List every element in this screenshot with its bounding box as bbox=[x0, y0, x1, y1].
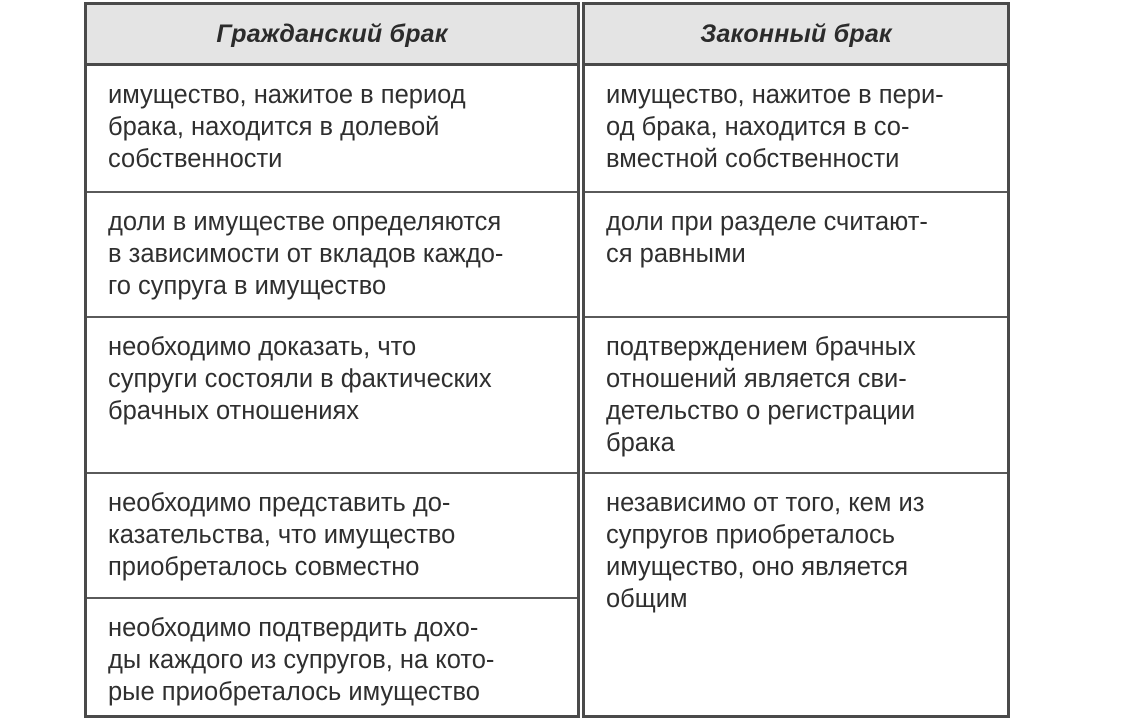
legal-marriage-header: Законный брак bbox=[585, 5, 1007, 66]
legal-cell-certificate: подтверждением брачных отношений является сви- детельство о регистрации брака bbox=[585, 316, 1007, 472]
civil-cell-income: необходимо подтвердить дохо- ды каждого из супругов, на кото- рые приобреталось имущество bbox=[87, 597, 577, 718]
civil-marriage-header: Гражданский брак bbox=[87, 5, 577, 66]
legal-cell-shares: доли при разделе считают- ся равными bbox=[585, 191, 1007, 316]
civil-cell-property: имущество, нажитое в период брака, находится в долевой собственности bbox=[108, 81, 466, 173]
civil-cell-proof-relations: необходимо доказать, что супруги состояли в фактических брачных отношениях bbox=[87, 316, 577, 472]
legal-cell-property: имущество, нажитое в пери- од брака, находится в со- вместной собственности bbox=[606, 81, 944, 173]
civil-cell-shares: доли в имуществе определяются в зависимости от вкладов каждо- го супруга в имущество bbox=[87, 191, 577, 316]
legal-cell-common: независимо от того, кем из супругов приобреталось имущество, оно является общим bbox=[585, 472, 1007, 718]
comparison-table bbox=[84, 2, 1010, 718]
civil-marriage-column bbox=[84, 2, 580, 718]
civil-cell-evidence: необходимо представить до- казательства, что имущество приобреталось совместно bbox=[87, 472, 577, 597]
legal-marriage-column bbox=[582, 2, 1010, 718]
